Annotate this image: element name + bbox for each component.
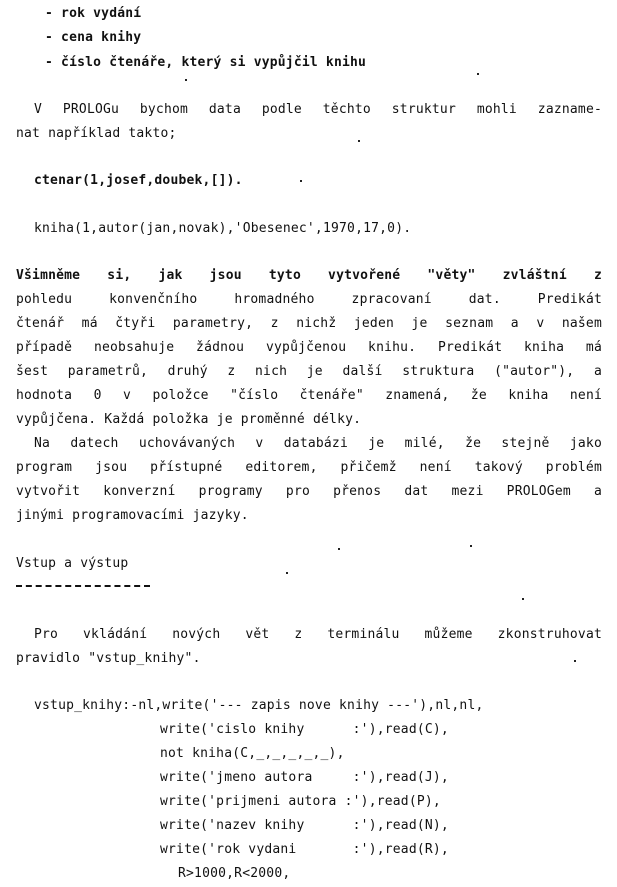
- paragraph-2-line-7: vypůjčena. Každá položka je proměnné délky.: [16, 412, 362, 427]
- scan-speck: [358, 140, 360, 142]
- code-line-1: vstup_knihy:-nl,write('--- zapis nove knihy ---'),nl,nl,: [34, 698, 484, 713]
- code-line-6: write('nazev knihy :'),read(N),: [160, 818, 449, 833]
- heading-underline: [16, 585, 150, 587]
- scan-speck: [477, 73, 479, 75]
- scan-speck: [522, 598, 524, 600]
- list-item-cislo-ctenare: - číslo čtenáře, který si vypůjčil knihu: [45, 55, 367, 70]
- paragraph-1-line-2: nat například takto;: [16, 126, 177, 141]
- code-example-ctenar: ctenar(1,josef,doubek,[]).: [34, 173, 243, 188]
- scan-speck: [574, 660, 576, 662]
- list-item-rok-vydani: - rok vydání: [45, 6, 142, 21]
- scan-speck: [185, 79, 187, 81]
- section-heading: Vstup a výstup: [16, 556, 129, 571]
- code-line-5: write('prijmeni autora :'),read(P),: [160, 794, 441, 809]
- code-line-2: write('cislo knihy :'),read(C),: [160, 722, 449, 737]
- paragraph-2-line-3: čtenář má čtyři parametry, z nichž jeden je seznam a v našem: [16, 316, 602, 331]
- scan-speck: [470, 545, 472, 547]
- paragraph-3-line-4: jinými programovacími jazyky.: [16, 508, 249, 523]
- code-example-kniha: kniha(1,autor(jan,novak),'Obesenec',1970,17,0).: [34, 221, 412, 236]
- code-line-3: not kniha(C,_,_,_,_,_),: [160, 746, 345, 761]
- paragraph-1-line-1: V PROLOGu bychom data podle těchto struktur mohli zazname-: [34, 102, 602, 117]
- paragraph-2-line-4: případě neobsahuje žádnou vypůjčenou knihu. Predikát kniha má: [16, 340, 602, 355]
- paragraph-4-line-2: pravidlo "vstup_knihy".: [16, 651, 201, 666]
- paragraph-3-line-3: vytvořit konverzní programy pro přenos dat mezi PROLOGem a: [16, 484, 602, 499]
- scan-speck: [300, 180, 302, 182]
- scan-speck: [338, 548, 340, 550]
- scan-speck: [286, 572, 288, 574]
- list-item-cena-knihy: - cena knihy: [45, 30, 142, 45]
- paragraph-2-line-6: hodnota 0 v položce "číslo čtenáře" znamená, že kniha není: [16, 388, 602, 403]
- code-line-7: write('rok vydani :'),read(R),: [160, 842, 449, 857]
- paragraph-2-line-5: šest parametrů, druhý z nich je další struktura ("autor"), a: [16, 364, 602, 379]
- paragraph-2-line-1: Všimněme si, jak jsou tyto vytvořené "věty" zvláštní z: [16, 268, 602, 283]
- code-line-4: write('jmeno autora :'),read(J),: [160, 770, 449, 785]
- paragraph-2-line-2: pohledu konvenčního hromadného zpracovaní dat. Predikát: [16, 292, 602, 307]
- paragraph-4-line-1: Pro vkládání nových vět z terminálu můžeme zkonstruhovat: [34, 627, 602, 642]
- paragraph-3-line-1: Na datech uchovávaných v databázi je milé, že stejně jako: [34, 436, 602, 451]
- paragraph-3-line-2: program jsou přístupné editorem, přičemž není takový problém: [16, 460, 602, 475]
- code-line-8: R>1000,R<2000,: [178, 866, 291, 881]
